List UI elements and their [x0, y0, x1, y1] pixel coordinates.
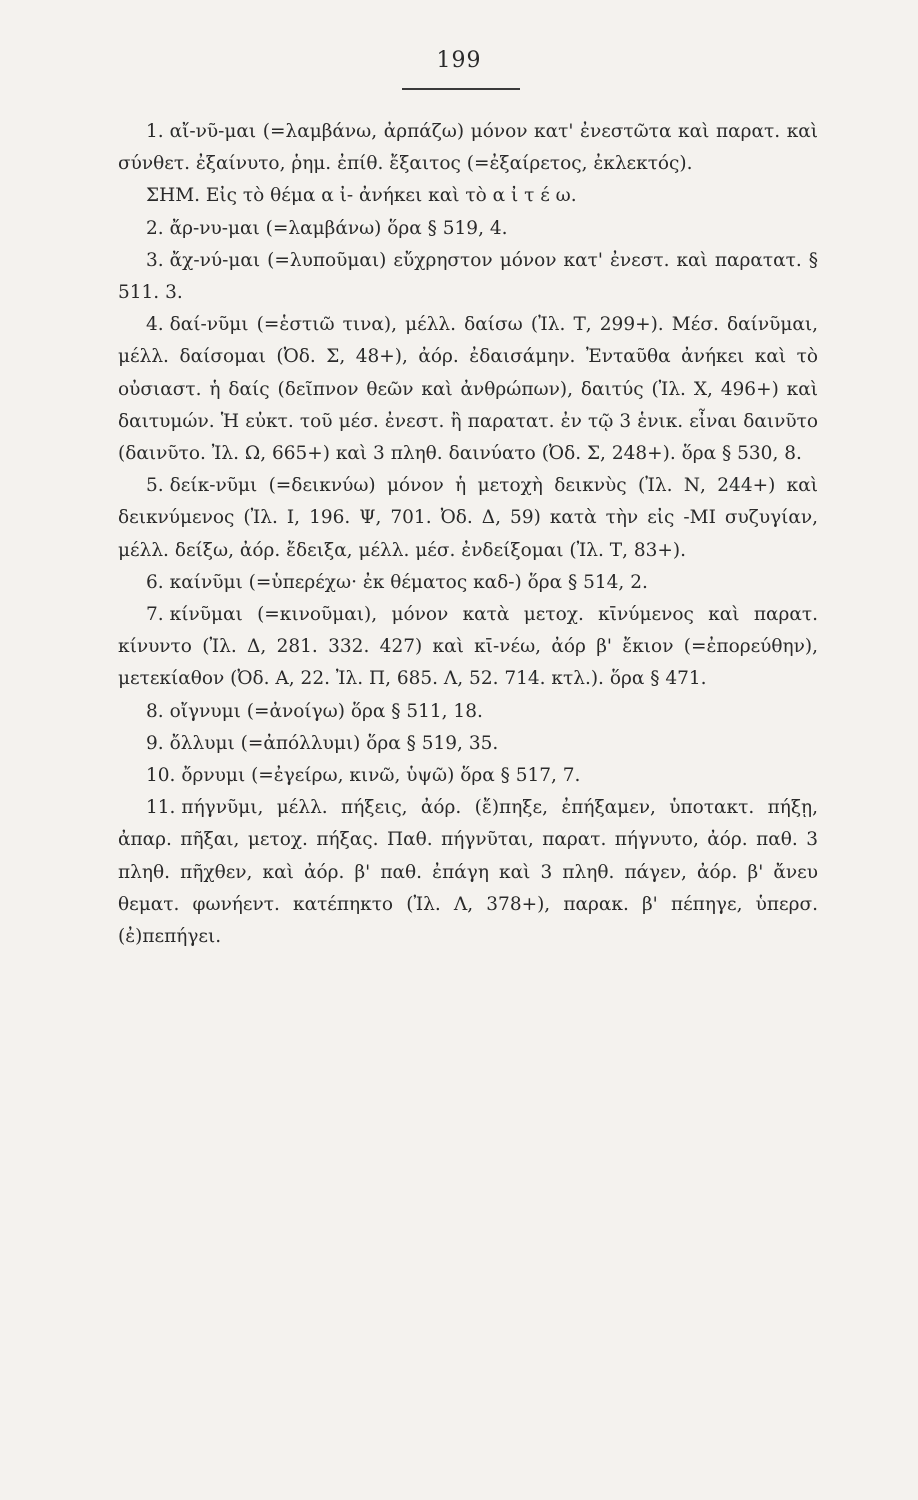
entry-10: [118, 760, 818, 792]
entry-5: [118, 470, 818, 567]
entry-note: [118, 180, 818, 212]
entry-text: πήγνῦμι, μέλλ. πήξεις, ἀόρ. (ἔ)πηξε, ἐπήξαμεν, ὑποτακτ. πήξῃ, ἀπαρ. πῆξαι, μετοχ. πήξας. Παθ. πήγνῦται, παρατ. πήγνυτο, ἀόρ. παθ. 3 πληθ. πῆχθεν, καὶ ἀόρ. β' παθ. ἐπάγη καὶ 3 πληθ. πάγεν, ἀόρ. β' ἄνευ θεματ. φωνήεντ. κατέπηκτο (Ἰλ. Λ, 378+), παρακ. β' πέπηγε, ὑπερσ. (ἐ)πεπήγει.: [118, 797, 818, 948]
page-number-rule: [402, 88, 520, 90]
entry-number: 3.: [146, 249, 164, 271]
entry-text: καίνῦμι (=ὑπερέχω· ἐκ θέματος καδ-) ὅρα § 514, 2.: [169, 571, 648, 593]
entry-3: [118, 245, 818, 309]
entry-text: ὄρνυμι (=ἐγείρω, κινῶ, ὑψῶ) ὅρα § 517, 7.: [181, 765, 581, 787]
entry-number: 6.: [146, 571, 164, 593]
entry-text: ἄχ-νύ-μαι (=λυποῦμαι) εὔχρηστον μόνον κατ' ἐνεστ. καὶ παρατατ. § 511. 3.: [118, 249, 818, 304]
entry-number: 9.: [146, 732, 164, 754]
entry-8: [118, 696, 818, 728]
entry-text: ΣΗΜ. Εἰς τὸ θέμα α ἰ- ἀνήκει καὶ τὸ α ἰ τ έ ω.: [146, 185, 577, 207]
entry-7: [118, 599, 818, 696]
entry-text: αἴ-νῦ-μαι (=λαμβάνω, ἀρπάζω) μόνον κατ' ἐνεστῶτα καὶ παρατ. καὶ σύνθετ. ἐξαίνυτο, ῥημ. ἐπίθ. ἔξαιτος (=ἐξαίρετος, ἐκλεκτός).: [118, 121, 818, 175]
entry-6: [118, 567, 818, 599]
entry-number: 10.: [146, 765, 176, 787]
page-number: 199: [436, 48, 482, 73]
entry-11: [118, 792, 818, 953]
entry-text: ὄλλυμι (=ἀπόλλυμι) ὅρα § 519, 35.: [169, 732, 499, 754]
entry-number: 11.: [146, 797, 176, 819]
entry-2: [118, 213, 818, 245]
entry-9: [118, 728, 818, 760]
entry-text: οἴγνυμι (=ἀνοίγω) ὅρα § 511, 18.: [169, 700, 483, 722]
text-column: [118, 116, 818, 953]
entry-number: 7.: [146, 604, 164, 626]
entry-number: 2.: [146, 217, 164, 239]
entry-1: [118, 116, 818, 180]
entry-text: δείκ-νῦμι (=δεικνύω) μόνον ἡ μετοχὴ δεικνὺς (Ἰλ. Ν, 244+) καὶ δεικνύμενος (Ἰλ. Ι, 196. Ψ, 701. Ὀδ. Δ, 59) κατὰ τὴν εἰς -ΜΙ συζυγίαν, μέλλ. δείξω, ἀόρ. ἔδειξα, μέλλ. μέσ. ἐνδείξομαι (Ἰλ. Τ, 83+).: [118, 475, 818, 561]
entry-number: 5.: [146, 475, 164, 497]
entry-text: κίνῦμαι (=κινοῦμαι), μόνον κατὰ μετοχ. κῑνύμενος καὶ παρατ. κίνυντο (Ἰλ. Δ, 281. 332. 427) καὶ κῑ-νέω, ἀόρ β' ἔκιον (=ἐπορεύθην), μετεκίαθον (Ὀδ. Α, 22. Ἰλ. Π, 685. Λ, 52. 714. κτλ.). ὅρα § 471.: [118, 604, 818, 690]
entry-text: ἄρ-νυ-μαι (=λαμβάνω) ὅρα § 519, 4.: [169, 217, 508, 239]
entry-number: 8.: [146, 700, 164, 722]
entry-number: 1.: [146, 121, 164, 142]
entry-number: 4.: [146, 314, 164, 336]
entry-4: [118, 309, 818, 470]
entry-text: δαί-νῦμι (=ἑστιῶ τινα), μέλλ. δαίσω (Ἰλ. Τ, 299+). Μέσ. δαίνῦμαι, μέλλ. δαίσομαι (Ὀδ. Σ, 48+), ἀόρ. ἐδαισάμην. Ἐνταῦθα ἀνήκει καὶ τὸ οὐσιαστ. ἡ δαίς (δεῖπνον θεῶν καὶ ἀνθρώπων), δαιτύς (Ἰλ. Χ, 496+) καὶ δαιτυμών. Ἡ εὐκτ. τοῦ μέσ. ἐνεστ. ἢ παρατατ. ἐν τῷ 3 ἑνικ. εἶναι δαινῦτο (δαινῦτο. Ἰλ. Ω, 665+) καὶ 3 πληθ. δαινύατο (Ὀδ. Σ, 248+). ὅρα § 530, 8.: [118, 314, 818, 465]
